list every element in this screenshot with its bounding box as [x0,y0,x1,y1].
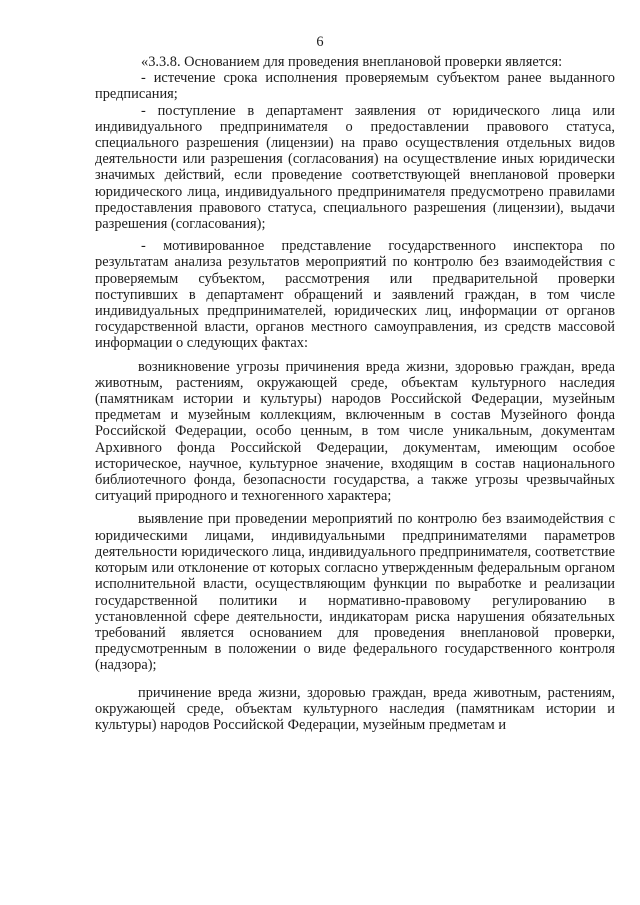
list-item-prescription-expiry: - истечение срока исполнения проверяемым субъектом ранее выданного предписания; [95,70,615,103]
fact-threat-of-harm: возникновение угрозы причинения вреда жизни, здоровью граждан, вреда животным, растениям, окружающей среде, объектам культурного наследия (памятникам истории и культуры) народов Российской Федерации, музейным предметам и музейным коллекциям, включенным в состав Музейного фонда Российской Федерации, особо ценным, в том числе уникальным, документам Архивного фонда Российской Федерации, документам, имеющим особое историческое, научное, культурное значение, входящим в состав национального библиотечного фонда, безопасности государства, а также угрозы чрезвычайных ситуаций природного и техногенного характера; [95,358,615,505]
document-body [95,54,615,733]
page-number: 6 [316,34,324,50]
fact-risk-indicators: выявление при проведении мероприятий по контролю без взаимодействия с юридическими лицами, индивидуальными предпринимателями параметров деятельности юридического лица, индивидуального предпринимателя, соответствие которым или отклонение от которых согласно утвержденным федеральным органом исполнительной власти, осуществляющим функции по выработке и реализации государственной политики и нормативно-правовому регулированию в установленной сфере деятельности, индикаторам риска нарушения обязательных требований является основанием для проведения внеплановой проверки, предусмотренным в положении о виде федерального государственного контроля (надзора); [95,511,615,674]
list-item-application-received: - поступление в департамент заявления от юридического лица или индивидуального предпринимателя о предоставлении правового статуса, специального разрешения (лицензии) на право осуществления отдельных видов деятельности или разрешения (согласования) на осуществление иных юридически значимых действий, если проведение соответствующей внеплановой проверки юридического лица, индивидуального предпринимателя предусмотрено правилами предоставления правового статуса, специального разрешения (лицензии), выдачи разрешения (согласования); [95,102,615,233]
fact-harm-caused: причинение вреда жизни, здоровью граждан, вреда животным, растениям, окружающей среде, объектам культурного наследия (памятникам истории и культуры) народов Российской Федерации, музейным предметам и [95,684,615,733]
list-item-inspector-submission: - мотивированное представление государственного инспектора по результатам анализа результатов мероприятий по контролю без взаимодействия с проверяемым субъектом, рассмотрения или предварительной проверки поступивших в департамент обращений и заявлений граждан, в том числе индивидуальных предпринимателей, юридических лиц, информации от органов государственной власти, органов местного самоуправления, из средств массовой информации о следующих фактах: [95,238,615,352]
section-heading-paragraph: «3.3.8. Основанием для проведения внеплановой проверки является: [141,54,563,70]
